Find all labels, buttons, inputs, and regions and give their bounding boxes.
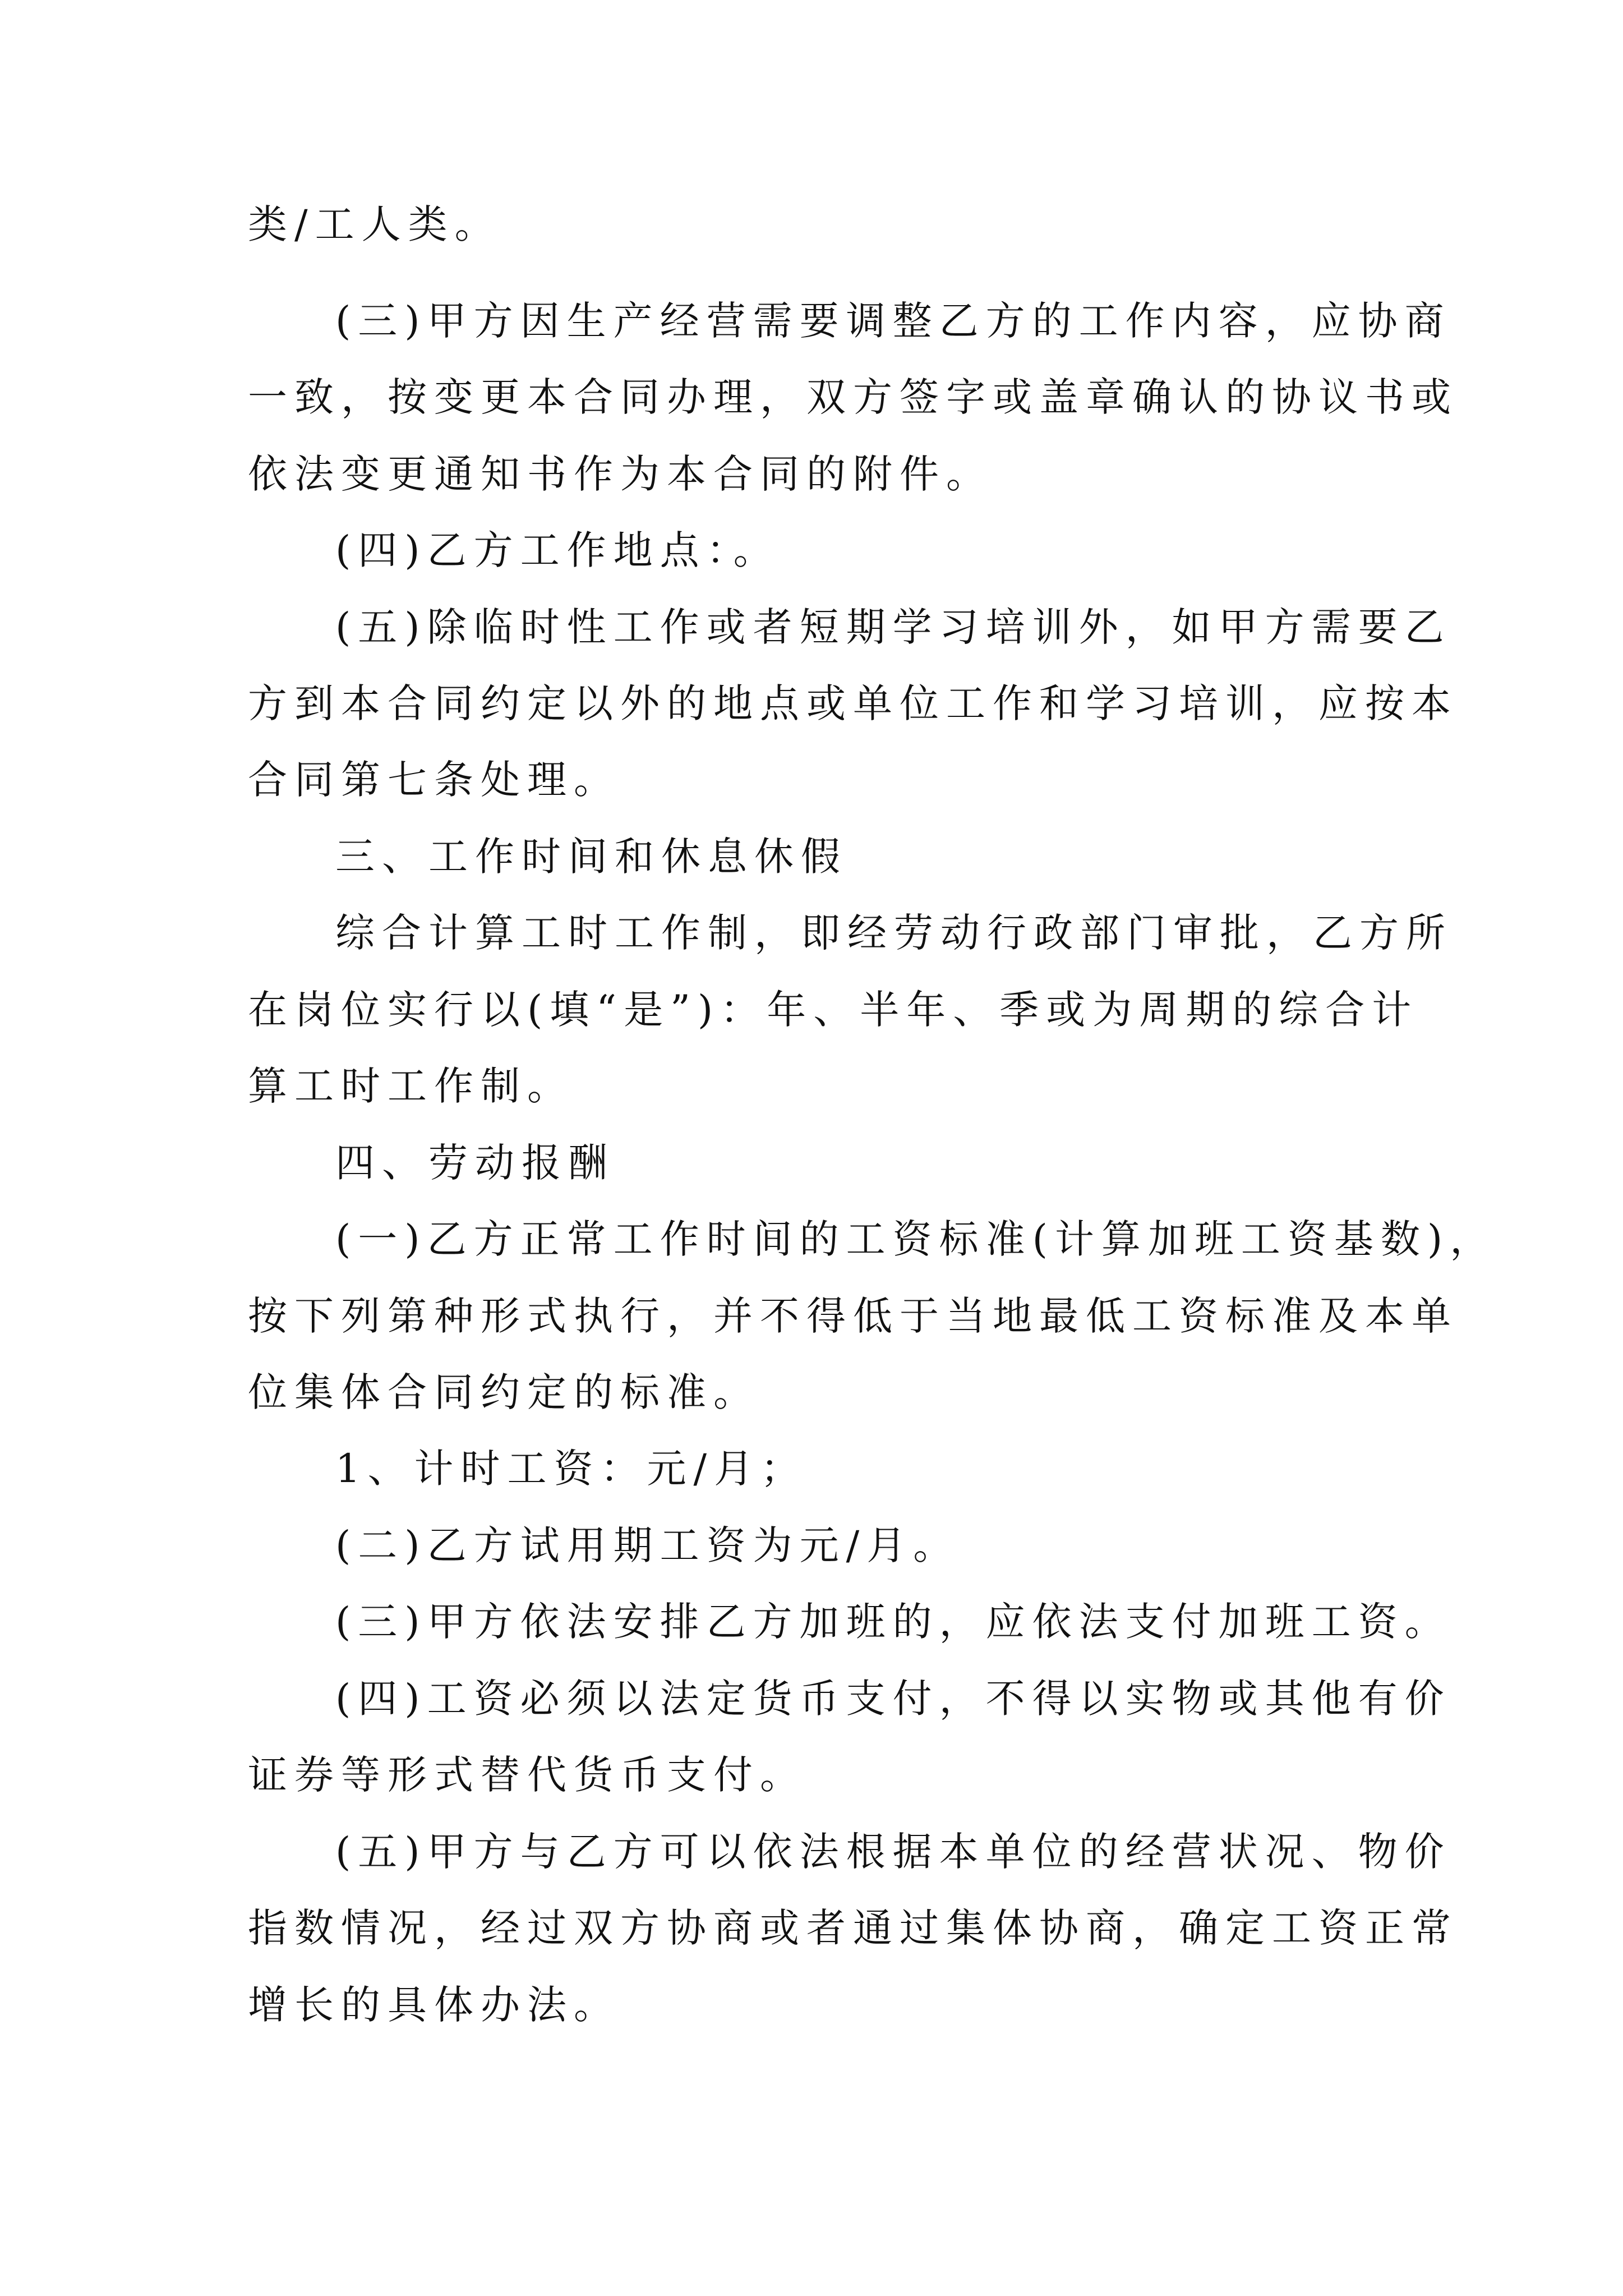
text-line: (四)乙方工作地点：。 [335,527,780,573]
text-line: 按下列第种形式执行，并不得低于当地最低工资标准及本单 [248,1293,1458,1339]
text-line: (四)工资必须以法定货币支付，不得以实物或其他有价 [335,1676,1451,1722]
text-line: 在岗位实行以(填“是”)：年、半年、季或为周期的综合计 [248,987,1419,1033]
text-line: 1、计时工资：元/月； [335,1446,808,1492]
text-line: (三)甲方因生产经营需要调整乙方的工作内容，应协商 [335,298,1451,344]
text-line: (二)乙方试用期工资为元/月。 [335,1522,960,1568]
text-line: (一)乙方正常工作时间的工资标准(计算加班工资基数)， [335,1216,1497,1262]
text-line: 综合计算工时工作制，即经劳动行政部门审批，乙方所 [335,910,1453,956]
text-line: 合同第七条处理。 [248,757,620,803]
text-line: 方到本合同约定以外的地点或单位工作和学习培训，应按本 [248,680,1458,726]
text-line: 位集体合同约定的标准。 [248,1369,760,1415]
text-line: 证券等形式替代货币支付。 [248,1752,806,1798]
section-heading: 四、劳动报酬 [335,1140,615,1186]
section-heading: 三、工作时间和休息休假 [335,834,847,880]
text-line: 类/工人类。 [248,201,501,247]
text-line: 指数情况，经过双方协商或者通过集体协商，确定工资正常 [248,1905,1458,1951]
text-line: (五)除临时性工作或者短期学习培训外，如甲方需要乙 [335,604,1451,650]
text-line: (三)甲方依法安排乙方加班的，应依法支付加班工资。 [335,1599,1451,1645]
text-line: 一致，按变更本合同办理，双方签字或盖章确认的协议书或 [248,374,1458,420]
text-line: 算工时工作制。 [248,1063,574,1109]
text-line: (五)甲方与乙方可以依法根据本单位的经营状况、物价 [335,1829,1451,1875]
text-line: 增长的具体办法。 [248,1982,620,2028]
text-line: 依法变更通知书作为本合同的附件。 [248,451,993,497]
